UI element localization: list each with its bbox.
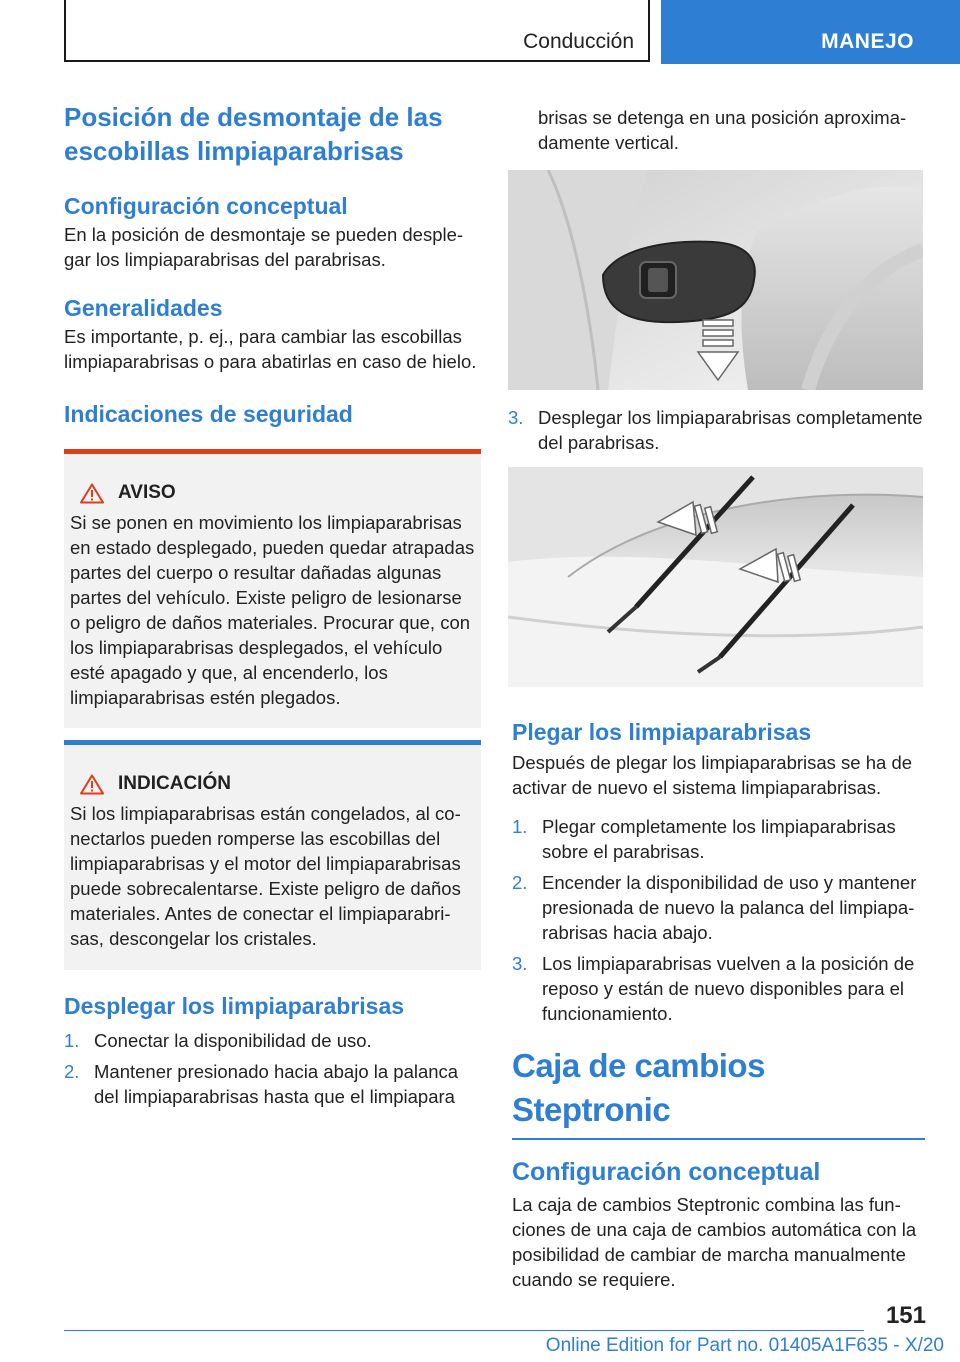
warning-title-text: AVISO	[118, 482, 176, 503]
warning-title	[70, 482, 475, 504]
fold-steps	[512, 814, 925, 1026]
deploy-heading: Desplegar los limpiaparabrisas	[64, 993, 405, 1019]
fold-section	[512, 718, 925, 1292]
step-number: 3.	[512, 953, 528, 974]
warning-triangle-icon	[80, 774, 104, 795]
concept-heading: Configuración conceptual	[64, 193, 348, 219]
step-text: Encender la disponibilidad de uso y mantener presionada de nuevo la palanca del limpiaparabrisas hacia abajo.	[542, 872, 917, 943]
header-section-title: Conducción	[523, 30, 634, 53]
step-number: 2.	[64, 1061, 80, 1082]
notice-title-text: INDICACIÓN	[118, 773, 231, 794]
list-item	[64, 1059, 481, 1109]
step-text: Conectar la disponibilidad de uso.	[94, 1030, 372, 1051]
footer-divider	[64, 1330, 864, 1331]
step-number: 3.	[508, 407, 524, 428]
concept-text: En la posición de desmontaje se pueden desplegar los limpiaparabrisas del parabrisas.	[64, 224, 464, 270]
header-chapter-label: MANEJO	[821, 30, 914, 53]
deploy-section	[64, 992, 481, 1115]
header-chapter-tab	[661, 0, 960, 64]
deploy-steps	[64, 1028, 481, 1109]
warning-triangle-icon	[80, 483, 104, 504]
step3-block	[508, 405, 925, 461]
page-number: 151	[885, 1302, 926, 1329]
step-text: Desplegar los limpiaparabrisas completamente del parabrisas.	[538, 407, 923, 453]
chapter-heading: Caja de cambios Steptronic	[512, 1044, 925, 1140]
section-title: Posición de desmontaje de las escobillas limpiaparabrisas	[64, 102, 443, 166]
safety-heading: Indicaciones de seguridad	[64, 401, 353, 427]
general-heading: Generalidades	[64, 295, 223, 321]
notice-box	[64, 740, 481, 970]
step-text: Los limpiaparabrisas vuelven a la posición de reposo y están de nuevo disponibles para el funcionamiento.	[542, 953, 915, 1024]
page-header	[0, 0, 960, 66]
deploy-continuation	[538, 105, 925, 155]
list-item	[512, 870, 925, 945]
list-item	[512, 951, 925, 1026]
wiper-lever-image	[508, 170, 923, 390]
deploy-cont-text: brisas se detenga en una posición aproximadamente vertical.	[538, 107, 907, 153]
windshield-image	[508, 467, 923, 687]
left-column	[64, 100, 481, 428]
step-text: Plegar completamente los limpiaparabrisas sobre el parabrisas.	[542, 816, 896, 862]
general-text: Es importante, p. ej., para cambiar las escobillas limpiaparabrisas o para abatirlas en caso de hielo.	[64, 326, 477, 372]
list-item	[508, 405, 925, 455]
fold-text: Después de plegar los limpiaparabrisas se ha de activar de nuevo el sistema limpiaparabrisas.	[512, 752, 913, 798]
fold-heading: Plegar los limpiaparabrisas	[512, 719, 812, 745]
list-item	[512, 814, 925, 864]
warning-box	[64, 449, 481, 728]
list-item	[64, 1028, 481, 1053]
notice-text: Si los limpiaparabrisas están congelados, al conectarlos pueden romperse las escobillas del limpiaparabrisas y el motor del limpiaparabrisas puede sobrecalentarse. Existe peligro de daños materiales. Antes de conectar el limpiaparabrisas, descongelar los cristales.	[70, 803, 461, 949]
chapter-concept-text: La caja de cambios Steptronic combina las funciones de una caja de cambios automática con la posibilidad de cambiar de marcha manualmente cuando se requiere.	[512, 1194, 917, 1290]
step-text: Mantener presionado hacia abajo la palanca del limpiaparabrisas hasta que el limpiapara	[94, 1061, 459, 1107]
windshield-illustration	[508, 467, 923, 687]
deploy-steps-cont	[508, 405, 925, 455]
step-number: 1.	[64, 1030, 80, 1051]
edition-footer: Online Edition for Part no. 01405A1F635 - X/20	[545, 1335, 944, 1356]
warning-text: Si se ponen en movimiento los limpiaparabrisas en estado desplegado, pueden quedar atrapadas partes del cuerpo o resultar dañadas algunas partes del vehículo. Existe peligro de lesionarse o peligro de daños materiales. Procurar que, con los limpiaparabrisas desplegados, el vehículo esté apagado y que, al encenderlo, los limpiaparabrisas estén plegados.	[70, 512, 475, 708]
notice-title	[70, 773, 475, 795]
wiper-lever-illustration	[508, 170, 923, 390]
chapter-concept-heading: Configuración conceptual	[512, 1158, 821, 1186]
step-number: 2.	[512, 872, 528, 893]
step-number: 1.	[512, 816, 528, 837]
